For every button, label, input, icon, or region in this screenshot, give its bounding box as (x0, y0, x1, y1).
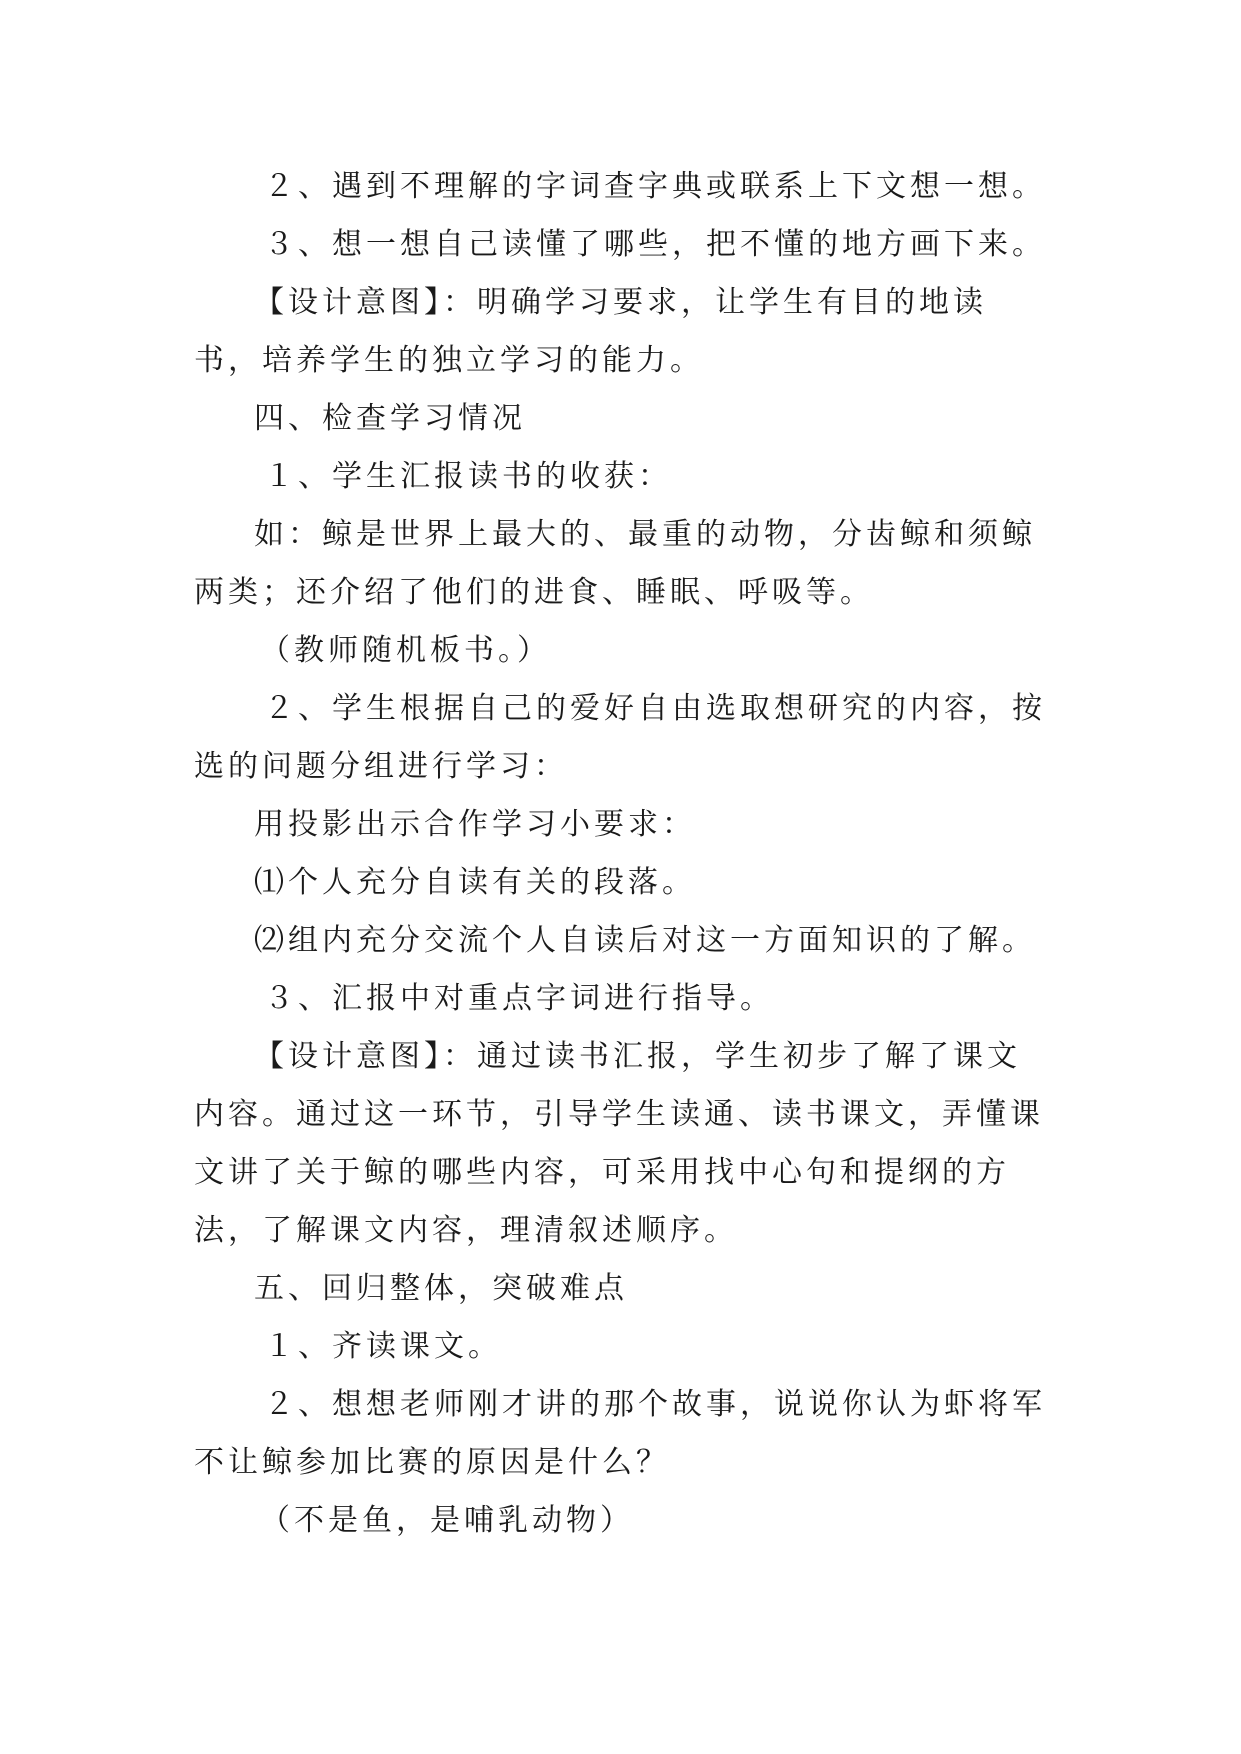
step-2-dictionary: ２、遇到不理解的字词查字典或联系上下文想一想。 (264, 169, 1046, 204)
step-1-report: １、学生汇报读书的收获： (264, 459, 672, 494)
requirement-1: ⑴个人充分自读有关的段落。 (254, 865, 696, 900)
step-1-read-aloud: １、齐读课文。 (264, 1329, 502, 1364)
example-whale: 如：鲸是世界上最大的、最重的动物，分齿鲸和须鲸两类；还介绍了他们的进食、睡眠、呼吸等。 (194, 517, 1036, 610)
design-intent-2: 【设计意图】：通过读书汇报，学生初步了解了课文内容。通过这一环节，引导学生读通、读书课文，弄懂课文讲了关于鲸的哪些内容，可采用找中心句和提纲的方法，了解课文内容，理清叙述顺序。 (194, 1039, 1044, 1248)
teacher-note: （教师随机板书。） (260, 633, 551, 668)
projection-requirements: 用投影出示合作学习小要求： (254, 807, 696, 842)
step-2-group-study: ２、学生根据自己的爱好自由选取想研究的内容，按选的问题分组进行学习： (194, 691, 1046, 784)
section-heading-5: 五、回归整体，突破难点 (254, 1271, 628, 1306)
answer-note: （不是鱼，是哺乳动物） (260, 1503, 634, 1538)
step-2-story-question: ２、想想老师刚才讲的那个故事，说说你认为虾将军不让鲸参加比赛的原因是什么？ (194, 1387, 1046, 1480)
step-3-guidance: ３、汇报中对重点字词进行指导。 (264, 981, 774, 1016)
document-body (194, 158, 1054, 1550)
section-heading-4: 四、检查学习情况 (254, 401, 526, 436)
requirement-2: ⑵组内充分交流个人自读后对这一方面知识的了解。 (254, 923, 1036, 958)
design-intent-1: 【设计意图】：明确学习要求，让学生有目的地读书，培养学生的独立学习的能力。 (194, 285, 987, 378)
step-3-mark-unknown: ３、想一想自己读懂了哪些，把不懂的地方画下来。 (264, 227, 1046, 262)
